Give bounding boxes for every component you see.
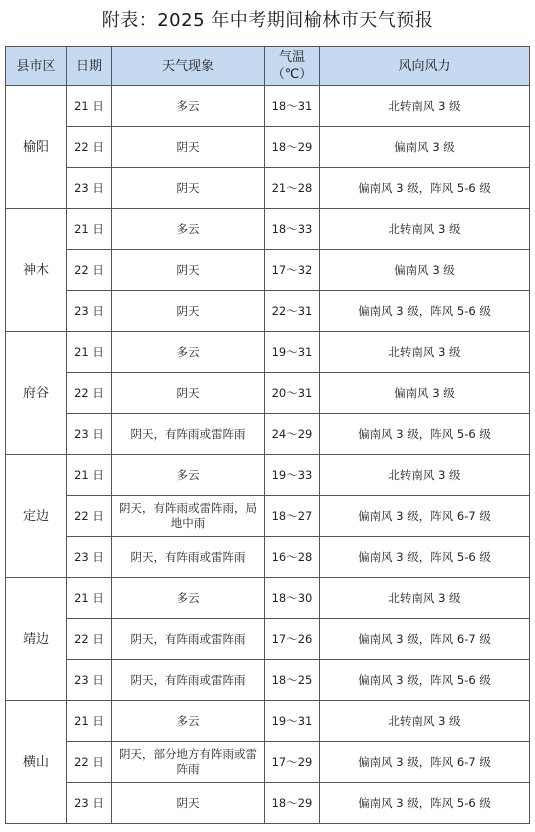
table-row bbox=[6, 332, 530, 373]
wind-cell: 偏南风 3 级，阵风 5-6 级 bbox=[320, 414, 530, 455]
table-row bbox=[6, 537, 530, 578]
temperature-cell: 18～25 bbox=[265, 660, 320, 701]
date-cell: 22 日 bbox=[67, 127, 112, 168]
temperature-cell: 17～29 bbox=[265, 742, 320, 783]
phenomenon-cell: 阴天，部分地方有阵雨或雷阵雨 bbox=[112, 742, 265, 783]
forecast-table bbox=[5, 46, 530, 824]
temperature-cell: 19～31 bbox=[265, 332, 320, 373]
header-temperature-label: 气温 bbox=[278, 50, 305, 65]
temperature-cell: 16～28 bbox=[265, 537, 320, 578]
date-cell: 23 日 bbox=[67, 414, 112, 455]
wind-cell: 北转南风 3 级 bbox=[320, 701, 530, 742]
wind-cell: 偏南风 3 级，阵风 6-7 级 bbox=[320, 619, 530, 660]
wind-cell: 偏南风 3 级 bbox=[320, 250, 530, 291]
date-cell: 21 日 bbox=[67, 578, 112, 619]
header-date: 日期 bbox=[67, 47, 112, 86]
phenomenon-cell: 多云 bbox=[112, 86, 265, 127]
wind-cell: 北转南风 3 级 bbox=[320, 209, 530, 250]
date-cell: 21 日 bbox=[67, 209, 112, 250]
table-row bbox=[6, 414, 530, 455]
date-cell: 22 日 bbox=[67, 742, 112, 783]
date-cell: 21 日 bbox=[67, 455, 112, 496]
temperature-cell: 18～33 bbox=[265, 209, 320, 250]
table-row bbox=[6, 168, 530, 209]
header-wind: 风向风力 bbox=[320, 47, 530, 86]
date-cell: 23 日 bbox=[67, 660, 112, 701]
county-name: 横山 bbox=[6, 701, 67, 824]
wind-cell: 偏南风 3 级 bbox=[320, 127, 530, 168]
temperature-cell: 18～30 bbox=[265, 578, 320, 619]
header-phenomenon: 天气现象 bbox=[112, 47, 265, 86]
phenomenon-cell: 阴天 bbox=[112, 783, 265, 824]
table-row bbox=[6, 250, 530, 291]
phenomenon-cell: 阴天，有阵雨或雷阵雨 bbox=[112, 660, 265, 701]
date-cell: 22 日 bbox=[67, 250, 112, 291]
temperature-cell: 24～29 bbox=[265, 414, 320, 455]
phenomenon-cell: 阴天 bbox=[112, 127, 265, 168]
phenomenon-cell: 阴天 bbox=[112, 168, 265, 209]
phenomenon-cell: 多云 bbox=[112, 578, 265, 619]
wind-cell: 偏南风 3 级，阵风 5-6 级 bbox=[320, 291, 530, 332]
date-cell: 23 日 bbox=[67, 168, 112, 209]
table-row bbox=[6, 86, 530, 127]
temperature-cell: 17～26 bbox=[265, 619, 320, 660]
table-row bbox=[6, 660, 530, 701]
table-row bbox=[6, 742, 530, 783]
date-cell: 21 日 bbox=[67, 86, 112, 127]
wind-cell: 北转南风 3 级 bbox=[320, 455, 530, 496]
temperature-cell: 18～27 bbox=[265, 496, 320, 537]
page-title: 附表：2025 年中考期间榆林市天气预报 bbox=[101, 10, 434, 31]
wind-cell: 北转南风 3 级 bbox=[320, 332, 530, 373]
table-row bbox=[6, 619, 530, 660]
table-row bbox=[6, 373, 530, 414]
date-cell: 23 日 bbox=[67, 537, 112, 578]
date-cell: 22 日 bbox=[67, 373, 112, 414]
forecast-body bbox=[6, 86, 530, 824]
table-row bbox=[6, 496, 530, 537]
temperature-cell: 21～28 bbox=[265, 168, 320, 209]
temperature-cell: 18～29 bbox=[265, 783, 320, 824]
table-row bbox=[6, 127, 530, 168]
phenomenon-cell: 多云 bbox=[112, 332, 265, 373]
date-cell: 22 日 bbox=[67, 619, 112, 660]
table-row bbox=[6, 578, 530, 619]
phenomenon-cell: 阴天 bbox=[112, 373, 265, 414]
date-cell: 21 日 bbox=[67, 701, 112, 742]
wind-cell: 偏南风 3 级，阵风 5-6 级 bbox=[320, 168, 530, 209]
table-row bbox=[6, 291, 530, 332]
table-row bbox=[6, 455, 530, 496]
table-row bbox=[6, 209, 530, 250]
phenomenon-cell: 阴天，有阵雨或雷阵雨，局地中雨 bbox=[112, 496, 265, 537]
wind-cell: 偏南风 3 级，阵风 5-6 级 bbox=[320, 660, 530, 701]
header-temperature-unit: （℃） bbox=[271, 67, 313, 82]
temperature-cell: 22～31 bbox=[265, 291, 320, 332]
county-name: 定边 bbox=[6, 455, 67, 578]
wind-cell: 偏南风 3 级 bbox=[320, 373, 530, 414]
phenomenon-cell: 多云 bbox=[112, 209, 265, 250]
phenomenon-cell: 多云 bbox=[112, 455, 265, 496]
temperature-cell: 18～31 bbox=[265, 86, 320, 127]
date-cell: 21 日 bbox=[67, 332, 112, 373]
wind-cell: 偏南风 3 级，阵风 5-6 级 bbox=[320, 537, 530, 578]
temperature-cell: 19～33 bbox=[265, 455, 320, 496]
phenomenon-cell: 阴天 bbox=[112, 250, 265, 291]
wind-cell: 偏南风 3 级，阵风 6-7 级 bbox=[320, 742, 530, 783]
date-cell: 23 日 bbox=[67, 291, 112, 332]
county-name: 靖边 bbox=[6, 578, 67, 701]
wind-cell: 北转南风 3 级 bbox=[320, 86, 530, 127]
temperature-cell: 20～31 bbox=[265, 373, 320, 414]
temperature-cell: 17～32 bbox=[265, 250, 320, 291]
temperature-cell: 19～31 bbox=[265, 701, 320, 742]
wind-cell: 北转南风 3 级 bbox=[320, 578, 530, 619]
temperature-cell: 18～29 bbox=[265, 127, 320, 168]
date-cell: 22 日 bbox=[67, 496, 112, 537]
phenomenon-cell: 阴天 bbox=[112, 291, 265, 332]
table-row bbox=[6, 701, 530, 742]
header-temperature bbox=[265, 47, 320, 86]
wind-cell: 偏南风 3 级，阵风 6-7 级 bbox=[320, 496, 530, 537]
phenomenon-cell: 阴天，有阵雨或雷阵雨 bbox=[112, 414, 265, 455]
phenomenon-cell: 阴天，有阵雨或雷阵雨 bbox=[112, 537, 265, 578]
phenomenon-cell: 阴天，有阵雨或雷阵雨 bbox=[112, 619, 265, 660]
county-name: 榆阳 bbox=[6, 86, 67, 209]
header-county: 县市区 bbox=[6, 47, 67, 86]
header-row bbox=[6, 47, 530, 86]
county-name: 府谷 bbox=[6, 332, 67, 455]
county-name: 神木 bbox=[6, 209, 67, 332]
table-row bbox=[6, 783, 530, 824]
wind-cell: 偏南风 3 级，阵风 5-6 级 bbox=[320, 783, 530, 824]
date-cell: 23 日 bbox=[67, 783, 112, 824]
phenomenon-cell: 多云 bbox=[112, 701, 265, 742]
